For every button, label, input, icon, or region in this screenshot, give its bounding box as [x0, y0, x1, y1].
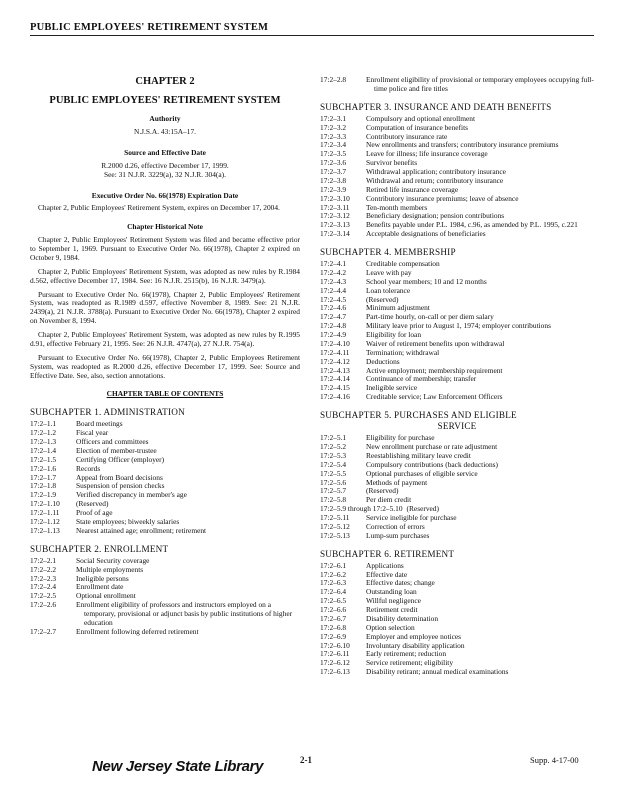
toc-entry — [30, 491, 300, 500]
toc-entry-number: 17:2–3.2 — [320, 122, 347, 132]
toc-entry-title: State employees; biweekly salaries — [76, 516, 180, 526]
toc-entry — [320, 571, 594, 580]
toc-entry-number: 17:2–3.9 — [320, 184, 347, 194]
toc-entry — [320, 597, 594, 606]
toc-entry — [30, 456, 300, 465]
toc-entry — [320, 532, 594, 541]
toc-entry-title: Computation of insurance benefits — [366, 122, 469, 132]
toc-entry-title: Deductions — [366, 356, 400, 366]
authority-heading: Authority — [149, 114, 181, 124]
toc-entry-title: Certifying Officer (employer) — [76, 454, 165, 464]
continued-list — [320, 76, 594, 94]
toc-entry — [320, 606, 594, 615]
toc-entry-title: Effective dates; change — [366, 578, 435, 588]
toc-entry — [320, 230, 594, 239]
toc-entry-number: 17:2–5.11 — [320, 513, 350, 522]
toc-entry-number: 17:2–6.6 — [320, 605, 347, 615]
toc-entry-title: Eligibility for purchase — [366, 433, 435, 443]
toc-entry-title: Compulsory and optional enrollment — [366, 113, 475, 123]
toc-entry — [320, 562, 594, 571]
toc-entry-title: Involuntary disability application — [366, 640, 465, 650]
toc-entry — [320, 470, 594, 479]
toc-entry-number: 17:2–2.7 — [30, 626, 57, 636]
toc-entry-number: 17:2–4.11 — [320, 347, 350, 357]
toc-entry-number: 17:2–2.1 — [30, 555, 57, 565]
toc-entry — [320, 349, 594, 358]
toc-entry — [320, 296, 594, 305]
toc-entry-number: 17:2–3.14 — [320, 229, 350, 239]
subchapter-3-list — [320, 115, 594, 239]
toc-entry-title: Officers and committees — [76, 437, 149, 447]
toc-entry-title: Waiver of retirement benefits upon withdrawal — [366, 338, 505, 348]
toc-entry — [320, 322, 594, 331]
toc-entry-title: Contributory insurance premiums; leave of absence — [366, 193, 519, 203]
toc-entry — [320, 195, 594, 204]
toc-entry-number: 17:2–3.8 — [320, 175, 347, 185]
toc-entry-number: 17:2–6.2 — [320, 569, 347, 579]
toc-entry-title: Suspension of pension checks — [76, 481, 165, 491]
toc-entry-title: Ineligible persons — [76, 573, 129, 583]
library-watermark: New Jersey State Library — [92, 758, 264, 775]
history-para: Pursuant to Executive Order No. 66(1978), Chapter 2, Public Employees Retirement System, was readopted as R.2000 d.26, effective December 17, 1999. See: Source and Effective Date. See, also, section annotations. — [30, 352, 300, 380]
toc-entry-title: Continuance of membership; transfer — [366, 374, 477, 384]
toc-entry-number: 17:2–4.4 — [320, 285, 347, 295]
history-para: Pursuant to Executive Order No. 66(1978), Chapter 2, Public Employees' Retirement System, was readopted as R.1989 d.597, effective November 8, 1989. See: 21 N.J.R. 2439(a), 21 N.J.R. 3788(a). Pursuant to Executive Order No. 66(1978), Chapter 2 expired on November 8, 1994. — [30, 289, 300, 326]
toc-entry-title: Lump-sum purchases — [366, 530, 430, 540]
toc-entry-number: 17:2–1.8 — [30, 481, 57, 491]
toc-entry-title: Disability determination — [366, 613, 439, 623]
chapter-title: PUBLIC EMPLOYEES' RETIREMENT SYSTEM — [49, 94, 281, 106]
toc-entry — [320, 287, 594, 296]
toc-entry-title: Enrollment eligibility of provisional or temporary employees occupying full-time police and fire titles — [366, 75, 594, 93]
toc-entry-title: Retirement credit — [366, 605, 418, 615]
authority-text: N.J.S.A. 43:15A–17. — [133, 127, 196, 137]
toc-entry-number: 17:2–2.4 — [30, 582, 57, 592]
subchapter-2-title: SUBCHAPTER 2. ENROLLMENT — [30, 543, 169, 554]
toc-entry-number: 17:2–6.12 — [320, 658, 350, 668]
chapter-label: CHAPTER 2 — [135, 76, 195, 87]
toc-entry — [320, 668, 594, 677]
toc-entry — [320, 278, 594, 287]
toc-entry — [320, 479, 594, 488]
toc-entry-number: 17:2–3.10 — [320, 193, 350, 203]
toc-entry-title: Service ineligible for purchase — [366, 513, 457, 522]
toc-entry-number: 17:2–1.6 — [30, 463, 57, 473]
source-line-1: R.2000 d.26, effective December 17, 1999. — [101, 160, 229, 170]
subchapter-1-title: SUBCHAPTER 1. ADMINISTRATION — [30, 407, 185, 418]
toc-entry-number: 17:2–6.13 — [320, 667, 350, 677]
toc-entry-title: Employer and employee notices — [366, 631, 462, 641]
toc-entry-number: 17:2–2.2 — [30, 564, 57, 574]
toc-entry-number: 17:2–3.7 — [320, 167, 347, 177]
toc-entry — [30, 447, 300, 456]
toc-entry-number: 17:2–5.2 — [320, 442, 347, 451]
toc-entry-title: Beneficiary designation; pension contributions — [366, 211, 505, 221]
toc-entry-title: Ineligible service — [366, 383, 418, 393]
toc-entry-number: 17:2–1.1 — [30, 419, 57, 429]
toc-entry-number: 17:2–5.3 — [320, 450, 347, 460]
toc-entry — [320, 375, 594, 384]
toc-entry-number: 17:2–4.15 — [320, 383, 350, 393]
toc-entry-title: Per diem credit — [366, 495, 412, 505]
toc-entry-title: Nearest attained age; enrollment; retirement — [76, 525, 207, 535]
toc-entry-number: 17:2–1.7 — [30, 472, 57, 482]
eo-heading: Executive Order No. 66(1978) Expiration Date — [91, 190, 239, 200]
toc-entry — [320, 340, 594, 349]
toc-entry-title: Correction of errors — [366, 521, 425, 531]
toc-entry-number: 17:2–3.3 — [320, 131, 347, 141]
toc-heading: CHAPTER TABLE OF CONTENTS — [106, 389, 224, 399]
toc-entry-title: Leave with pay — [366, 267, 412, 277]
toc-entry-title: Optional enrollment — [76, 591, 136, 601]
toc-entry-title: (Reserved) — [366, 486, 399, 496]
toc-entry-title: Board meetings — [76, 419, 123, 429]
toc-entry-number: 17:2–5.1 — [320, 433, 347, 443]
toc-entry-title: Reestablishing military leave credit — [366, 450, 471, 460]
toc-entry — [320, 505, 594, 514]
toc-entry — [320, 150, 594, 159]
toc-entry-number: 17:2–5.9 through 17:2–5.10 — [320, 504, 403, 514]
toc-entry-title: Methods of payment — [366, 477, 428, 487]
toc-entry-number: 17:2–3.5 — [320, 149, 347, 159]
source-heading: Source and Effective Date — [124, 147, 206, 157]
toc-entry — [320, 650, 594, 659]
toc-entry-title: Service retirement; eligibility — [366, 658, 454, 668]
toc-entry-title: Withdrawal and return; contributory insurance — [366, 175, 504, 185]
toc-entry-title: Benefits payable under P.L. 1984, c.96, as amended by P.L. 1995, c.221 — [366, 220, 578, 230]
toc-entry — [30, 465, 300, 474]
toc-entry-title: Fiscal year — [76, 428, 109, 438]
toc-entry-number: 17:2–1.9 — [30, 490, 57, 500]
toc-entry-number: 17:2–4.3 — [320, 276, 347, 286]
subchapter-6-list — [320, 562, 594, 677]
toc-entry-title: Retired life insurance coverage — [366, 184, 459, 194]
subchapter-4-list — [320, 260, 594, 402]
toc-entry-number: 17:2–1.3 — [30, 437, 57, 447]
history-heading: Chapter Historical Note — [127, 222, 203, 232]
toc-entry — [30, 527, 300, 536]
history-para: Chapter 2, Public Employees' Retirement System, was adopted as new rules by R.1984 d.562, effective December 17, 1984. See: 16 N.J.R. 2515(b), 16 N.J.R. 3479(a). — [30, 266, 300, 285]
toc-entry-number: 17:2–6.3 — [320, 578, 347, 588]
toc-entry-number: 17:2–3.4 — [320, 140, 347, 150]
toc-entry — [320, 393, 594, 402]
supplement-date: Supp. 4-17-00 — [530, 755, 579, 765]
toc-entry-number: 17:2–5.12 — [320, 521, 350, 531]
toc-entry-title: Termination; withdrawal — [366, 347, 440, 357]
toc-entry-title: Military leave prior to August 1, 1974; employer contributions — [366, 321, 551, 331]
running-header: PUBLIC EMPLOYEES' RETIREMENT SYSTEM — [30, 22, 594, 36]
toc-entry-number: 17:2–1.11 — [30, 508, 60, 518]
toc-entry-title: Leave for illness; life insurance coverage — [366, 149, 488, 159]
toc-entry-title: Minimum adjustment — [366, 303, 430, 313]
toc-entry-number: 17:2–3.1 — [320, 113, 347, 123]
subchapter-5-list — [320, 434, 594, 541]
toc-entry-number: 17:2–4.14 — [320, 374, 350, 384]
toc-entry-title: Disability retirant; annual medical examinations — [366, 667, 509, 677]
toc-entry-title: New enrollments and transfers; contributory insurance premiums — [366, 140, 559, 150]
toc-entry-number: 17:2–4.6 — [320, 303, 347, 313]
left-column — [30, 76, 300, 637]
toc-entry-title: Enrollment following deferred retirement — [76, 626, 199, 636]
toc-entry — [30, 500, 300, 509]
source-line-2: See: 31 N.J.R. 3229(a), 32 N.J.R. 304(a). — [104, 169, 226, 179]
toc-entry — [320, 642, 594, 651]
toc-entry-title: New enrollment purchase or rate adjustment — [366, 442, 498, 451]
toc-entry-number: 17:2–4.8 — [320, 321, 347, 331]
toc-entry-title: Verified discrepancy in member's age — [76, 490, 187, 500]
toc-entry — [320, 124, 594, 133]
toc-entry-number: 17:2–4.12 — [320, 356, 350, 366]
toc-entry-number: 17:2–3.6 — [320, 158, 347, 168]
toc-entry-number: 17:2–2.3 — [30, 573, 57, 583]
subchapter-4-title: SUBCHAPTER 4. MEMBERSHIP — [320, 247, 456, 258]
toc-entry-number: 17:2–4.10 — [320, 338, 350, 348]
toc-entry-title: Effective date — [366, 569, 408, 579]
toc-entry-title: Withdrawal application; contributory insurance — [366, 167, 506, 177]
toc-entry-title: Ten-month members — [366, 202, 428, 212]
toc-entry-title: Appeal from Board decisions — [76, 472, 163, 482]
toc-entry — [30, 438, 300, 447]
toc-entry-title: Creditable service; Law Enforcement Officers — [366, 392, 503, 402]
subchapter-6-title: SUBCHAPTER 6. RETIREMENT — [320, 548, 455, 559]
toc-entry-title: Early retirement; reduction — [366, 649, 447, 659]
toc-entry-title: Survivor benefits — [366, 158, 418, 168]
toc-entry — [30, 557, 300, 566]
toc-entry-title: Active employment; membership requirement — [366, 365, 503, 375]
toc-entry-title: Enrollment date — [76, 582, 124, 592]
toc-entry-number: 17:2–2.6 — [30, 600, 57, 610]
toc-entry-number: 17:2–5.5 — [320, 468, 347, 478]
toc-entry-number: 17:2–5.13 — [320, 530, 350, 540]
toc-entry — [320, 579, 594, 588]
toc-entry-title: (Reserved) — [366, 294, 399, 304]
toc-entry-number: 17:2–4.13 — [320, 365, 350, 375]
toc-entry-number: 17:2–2.5 — [30, 591, 57, 601]
toc-entry-title: School year members; 10 and 12 months — [366, 276, 487, 286]
toc-entry-number: 17:2–6.1 — [320, 560, 347, 570]
toc-entry-title: Proof of age — [76, 508, 113, 518]
toc-entry — [320, 523, 594, 532]
toc-entry-title: Willful negligence — [366, 596, 421, 606]
subchapter-5-title: SUBCHAPTER 5. PURCHASES AND ELIGIBLE — [320, 410, 517, 421]
toc-entry-title: Creditable compensation — [366, 259, 440, 269]
toc-entry-title: Contributory insurance rate — [366, 131, 448, 141]
history-paragraphs — [30, 236, 300, 380]
right-column — [320, 76, 594, 677]
toc-entry-number: 17:2–6.10 — [320, 640, 350, 650]
toc-entry-number: 17:2–5.4 — [320, 459, 347, 469]
toc-entry-number: 17:2–3.12 — [320, 211, 350, 221]
toc-entry-number: 17:2–6.7 — [320, 613, 347, 623]
toc-entry-number: 17:2–4.16 — [320, 392, 350, 402]
toc-entry — [30, 474, 300, 483]
toc-entry-number: 17:2–1.2 — [30, 428, 57, 438]
toc-entry — [320, 615, 594, 624]
toc-entry-number: 17:2–1.13 — [30, 525, 60, 535]
toc-entry — [30, 566, 300, 575]
toc-entry-number: 17:2–4.1 — [320, 259, 347, 269]
toc-entry-number: 17:2–4.9 — [320, 330, 347, 340]
toc-entry — [30, 583, 300, 592]
toc-entry-title: Part-time hourly, on-call or per diem salary — [366, 312, 494, 322]
toc-entry-title: Social Security coverage — [76, 555, 150, 565]
toc-entry — [30, 628, 300, 637]
history-para: Chapter 2, Public Employees' Retirement System, was adopted as new rules by R.1995 d.91, effective February 21, 1995. See: 26 N.J.R. 4747(a), 27 N.J.R. 754(a). — [30, 330, 300, 348]
toc-entry-number: 17:2–4.2 — [320, 267, 347, 277]
toc-entry-title: Applications — [366, 560, 404, 570]
toc-entry — [30, 420, 300, 429]
toc-entry-title: Option selection — [366, 622, 415, 632]
toc-entry — [30, 575, 300, 584]
subchapter-5-title-cont: SERVICE — [437, 421, 477, 432]
toc-entry-number: 17:2–1.12 — [30, 516, 60, 526]
history-para: Chapter 2, Public Employees' Retirement System was filed and became effective prior to September 1, 1969. Pursuant to Executive Order No. 66(1978), Chapter 2 expired on October 9, 1984. — [30, 235, 300, 262]
toc-entry-title: Compulsory contributions (back deductions) — [366, 459, 498, 469]
toc-entry-title: Records — [76, 463, 101, 473]
toc-entry-title: Multiple employments — [76, 564, 144, 574]
subchapter-2-list — [30, 557, 300, 637]
toc-entry-number: 17:2–6.5 — [320, 596, 347, 606]
toc-entry-number: 17:2–6.8 — [320, 622, 347, 632]
eo-text: Chapter 2, Public Employees' Retirement System, expires on December 17, 2004. — [38, 203, 280, 213]
toc-entry-title: (Reserved) — [406, 504, 439, 514]
toc-entry — [320, 76, 594, 94]
toc-entry-number: 17:2–4.5 — [320, 294, 347, 304]
toc-entry-title: (Reserved) — [76, 499, 109, 509]
toc-entry-number: 17:2–1.10 — [30, 499, 60, 509]
toc-entry-number: 17:2–3.11 — [320, 202, 350, 212]
toc-entry — [320, 588, 594, 597]
toc-entry — [30, 601, 300, 628]
toc-entry-title: Enrollment eligibility of professors and instructors employed on a temporary, provisional or adjunct basis by public institutions of higher education — [76, 600, 293, 627]
toc-entry-title: Election of member-trustee — [76, 445, 157, 455]
toc-entry — [30, 429, 300, 438]
toc-entry-number: 17:2–5.6 — [320, 477, 347, 487]
toc-entry-title: Optional purchases of eligible service — [366, 468, 478, 478]
toc-entry-title: Outstanding loan — [366, 587, 417, 597]
subchapter-1-list — [30, 420, 300, 535]
toc-entry — [320, 487, 594, 496]
toc-entry-title: Acceptable designations of beneficiaries — [366, 229, 486, 239]
toc-entry-number: 17:2–6.9 — [320, 631, 347, 641]
toc-entry-number: 17:2–2.8 — [320, 75, 347, 84]
toc-entry-number: 17:2–6.4 — [320, 587, 347, 597]
page-number: 2-1 — [300, 755, 312, 765]
toc-entry-number: 17:2–1.5 — [30, 454, 57, 464]
toc-entry — [320, 514, 594, 523]
toc-entry-number: 17:2–3.13 — [320, 220, 350, 230]
toc-entry-number: 17:2–6.11 — [320, 649, 350, 659]
toc-entry-title: Eligibility for loan — [366, 330, 422, 340]
toc-entry — [320, 260, 594, 269]
toc-entry-number: 17:2–5.8 — [320, 495, 347, 505]
toc-entry-number: 17:2–4.7 — [320, 312, 347, 322]
toc-entry-number: 17:2–5.7 — [320, 486, 347, 496]
toc-entry-number: 17:2–1.4 — [30, 445, 57, 455]
toc-entry-title: Loan tolerance — [366, 285, 411, 295]
subchapter-3-title: SUBCHAPTER 3. INSURANCE AND DEATH BENEFITS — [320, 101, 552, 112]
